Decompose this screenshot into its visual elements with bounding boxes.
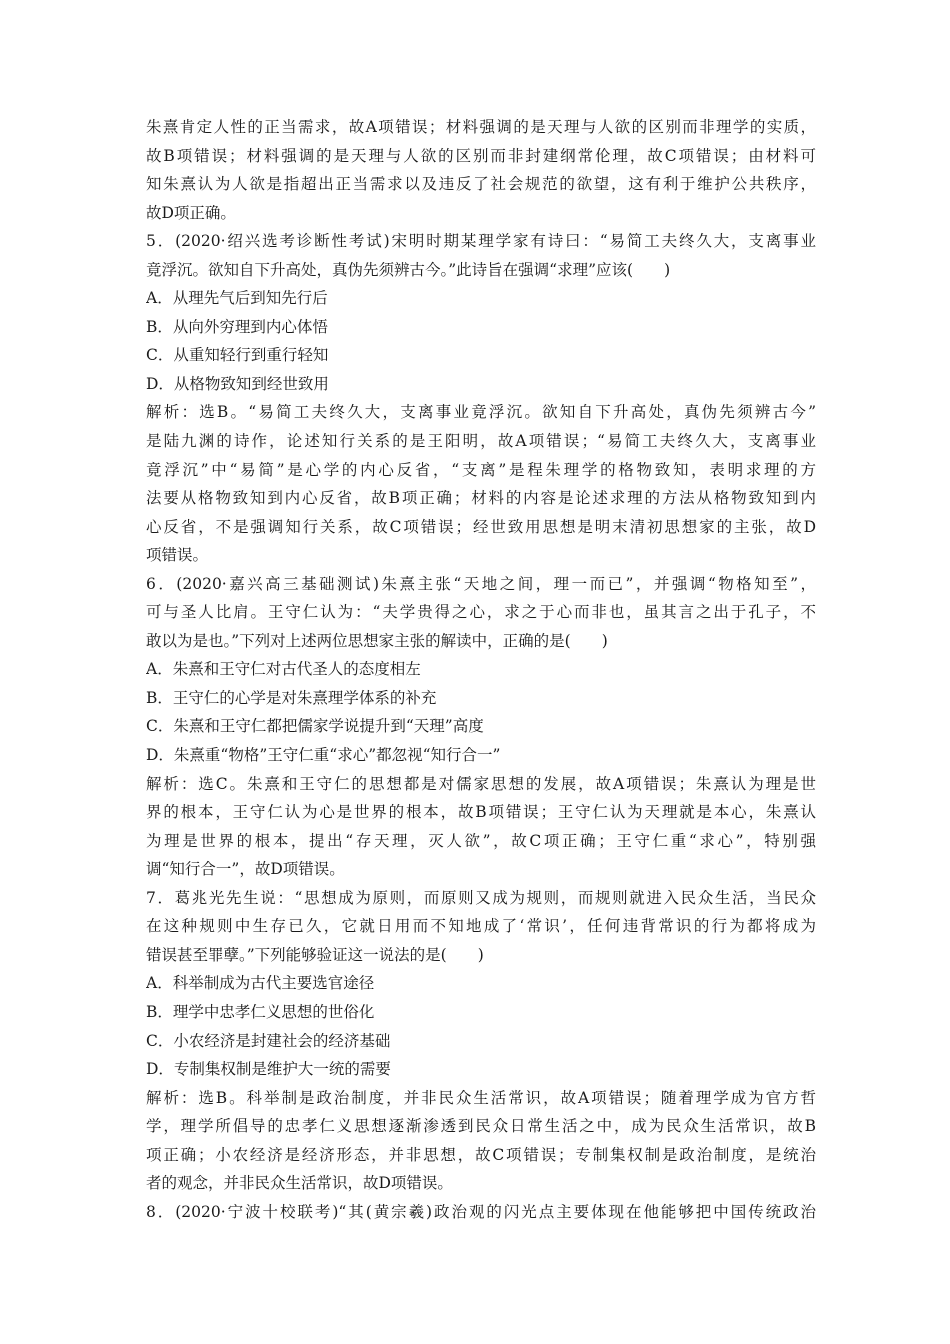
question-7-option-b: B．理学中忠孝仁义思想的世俗化 (146, 1002, 375, 1021)
text-line: 朱熹肯定人性的正当需求，故A项错误；材料强调的是天理与人欲的区别而非理学的实质， (146, 118, 816, 136)
question-6-option-c: C．朱熹和王守仁都把儒家学说提升到“天理”高度 (146, 717, 484, 736)
question-5-option-d: D．从格物致知到经世致用 (146, 374, 329, 393)
question-6-option-a: A．朱熹和王守仁对古代圣人的态度相左 (146, 660, 421, 679)
question-6-stem: 6．(2020·嘉兴高三基础测试)朱熹主张“天地之间，理一而已”，并强调“物格知至”， (146, 574, 816, 593)
question-8-stem: 8．(2020·宁波十校联考)“其(黄宗羲)政治观的闪光点主要体现在他能够把中国传统政治 (146, 1202, 816, 1221)
question-6-option-b: B．王守仁的心学是对朱熹理学体系的补充 (146, 688, 437, 707)
question-7-analysis: 项正确；小农经济是经济形态，并非思想，故C项错误；专制集权制是政治制度，是统治 (146, 1145, 816, 1164)
question-5-stem: 5．(2020·绍兴选考诊断性考试)宋明时期某理学家有诗曰：“易简工夫终久大，支离事业 (146, 232, 816, 251)
question-7-option-d: D．专制集权制是维护大一统的需要 (146, 1060, 391, 1079)
question-5-analysis: 解析：选B。“易简工夫终久大，支离事业竟浮沉。欲知自下升高处，真伪先须辨古今” (146, 403, 816, 422)
question-7-analysis: 学，理学所倡导的忠孝仁义思想逐渐渗透到民众日常生活之中，成为民众生活常识，故B (146, 1117, 816, 1136)
text-line: 故D项正确。 (146, 203, 236, 222)
question-6-stem: 可与圣人比肩。王守仁认为：“夫学贵得之心，求之于心而非也，虽其言之出于孔子，不 (146, 603, 816, 622)
document-page (146, 113, 816, 1226)
question-6-analysis: 界的根本，王守仁认为心是世界的根本，故B项错误；王守仁认为天理就是本心，朱熹认 (146, 803, 816, 822)
question-5-stem: 竟浮沉。欲知自下升高处，真伪先须辨古今。”此诗旨在强调“求理”应该( ) (146, 260, 671, 279)
question-5-option-b: B．从向外穷理到内心体悟 (146, 317, 328, 336)
question-7-stem: 7．葛兆光先生说：“思想成为原则，而原则又成为规则，而规则就进入民众生活，当民众 (146, 888, 816, 907)
question-7-stem: 错误甚至罪孽。”下列能够验证这一说法的是( ) (146, 945, 484, 964)
question-6-stem: 敢以为是也。”下列对上述两位思想家主张的解读中，正确的是( ) (146, 631, 608, 650)
question-6-option-d: D．朱熹重“物格”王守仁重“求心”都忽视“知行合一” (146, 746, 501, 765)
question-5-analysis: 是陆九渊的诗作，论述知行关系的是王阳明，故A项错误；“易简工夫终久大，支离事业 (146, 432, 816, 451)
question-7-analysis: 者的观念，并非民众生活常识，故D项错误。 (146, 1174, 453, 1193)
question-7-option-c: C．小农经济是封建社会的经济基础 (146, 1031, 391, 1050)
question-7-analysis: 解析：选B。科举制是政治制度，并非民众生活常识，故A项错误；随着理学成为官方哲 (146, 1088, 816, 1107)
question-5-analysis: 项错误。 (146, 546, 209, 565)
question-6-analysis: 解析：选C。朱熹和王守仁的思想都是对儒家思想的发展，故A项错误；朱熹认为理是世 (146, 774, 816, 793)
question-5-analysis: 竟浮沉”中“易简”是心学的内心反省，“支离”是程朱理学的格物致知，表明求理的方 (146, 460, 816, 479)
question-5-analysis: 法要从格物致知到内心反省，故B项正确；材料的内容是论述求理的方法从格物致知到内 (146, 489, 816, 508)
text-line: 故B项错误；材料强调的是天理与人欲的区别而非封建纲常伦理，故C项错误；由材料可 (146, 146, 816, 165)
question-6-analysis: 为理是世界的根本，提出“存天理，灭人欲”，故C项正确；王守仁重“求心”，特别强 (146, 831, 816, 850)
question-5-option-c: C．从重知轻行到重行轻知 (146, 346, 329, 365)
question-7-option-a: A．科举制成为古代主要选官途径 (146, 974, 375, 993)
question-6-analysis: 调“知行合一”，故D项错误。 (146, 860, 345, 879)
question-7-stem: 在这种规则中生存已久，它就日用而不知地成了‘常识’，任何违背常识的行为都将成为 (146, 917, 816, 936)
question-5-option-a: A．从理先气后到知先行后 (146, 289, 328, 308)
question-5-analysis: 心反省，不是强调知行关系，故C项错误；经世致用思想是明末清初思想家的主张，故D (146, 517, 816, 536)
text-line: 知朱熹认为人欲是指超出正当需求以及违反了社会规范的欲望，这有利于维护公共秩序， (146, 175, 816, 194)
